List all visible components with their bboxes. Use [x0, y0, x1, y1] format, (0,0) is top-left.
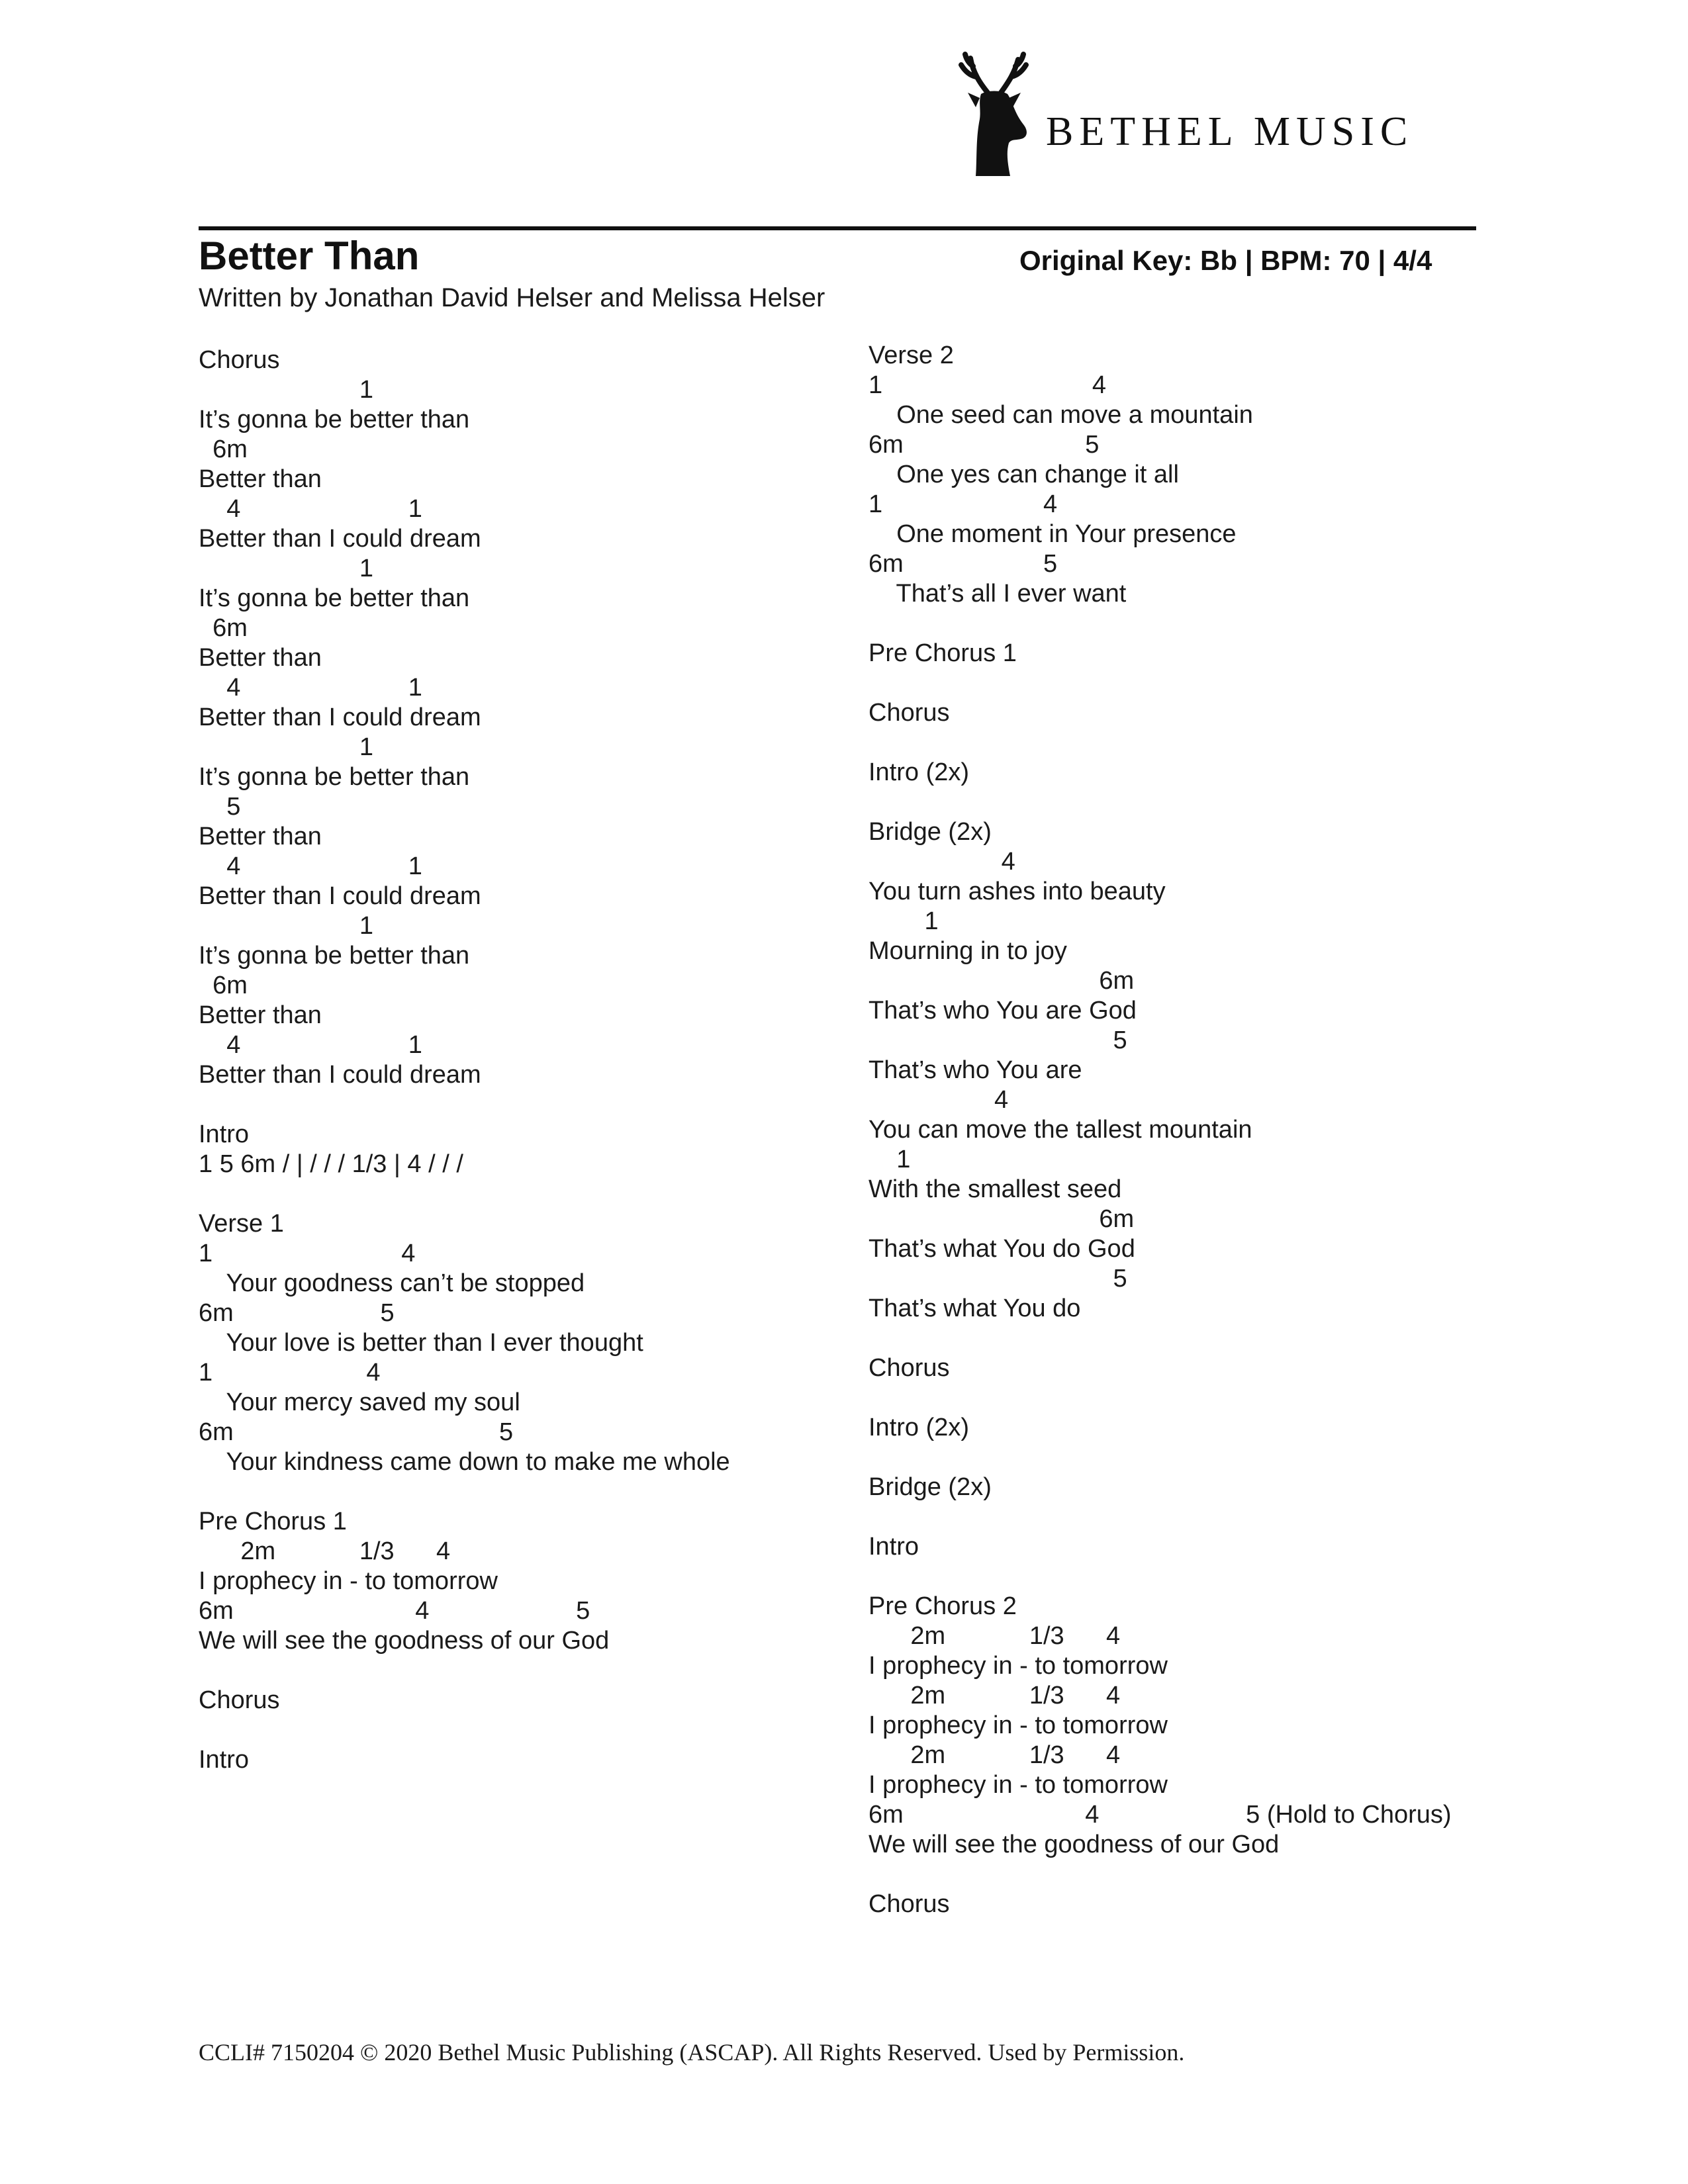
chart-line: That’s what You do God	[868, 1235, 1135, 1263]
chart-line: Mourning in to joy	[868, 937, 1067, 965]
chart-line: I prophecy in - to tomorrow	[868, 1711, 1168, 1739]
chart-line	[868, 728, 1452, 758]
chart-line: Better than	[199, 644, 322, 672]
chart-line	[868, 1502, 1452, 1532]
chart-line: I prophecy in - to tomorrow	[868, 1652, 1168, 1680]
chart-line: Intro (2x)	[868, 1414, 970, 1441]
chart-line: Better than	[199, 465, 322, 493]
chart-line: 1 4	[199, 1240, 416, 1267]
chart-line	[868, 1562, 1452, 1592]
chart-line: Chorus	[199, 1686, 280, 1714]
chart-line: 1 4	[868, 490, 1058, 518]
chart-line: 4 1	[199, 1031, 422, 1059]
chart-line	[868, 1383, 1452, 1413]
chart-line	[199, 1179, 730, 1209]
chart-line: Verse 1	[199, 1210, 284, 1238]
chart-line: That’s all I ever want	[868, 580, 1127, 608]
chart-line: Chorus	[868, 1890, 950, 1918]
chart-line: 5	[199, 793, 241, 821]
chart-line: One yes can change it all	[868, 461, 1179, 488]
chart-line: 6m	[868, 967, 1135, 995]
chart-line: Your goodness can’t be stopped	[199, 1269, 585, 1297]
chart-line: 1	[199, 733, 373, 761]
chart-line: That’s who You are God	[868, 997, 1137, 1024]
chart-line: Intro	[868, 1533, 919, 1561]
chart-line: 1	[199, 912, 373, 940]
song-title: Better Than	[199, 234, 420, 278]
chart-line: Chorus	[868, 699, 950, 727]
chart-line: 1	[199, 376, 373, 404]
chart-line: 2m 1/3 4	[868, 1682, 1121, 1709]
chart-line: That’s who You are	[868, 1056, 1082, 1084]
chart-line: Intro (2x)	[868, 758, 970, 786]
chart-line: Intro	[199, 1120, 250, 1148]
chart-line: Your kindness came down to make me whole	[199, 1448, 730, 1476]
chart-line: 1 4	[199, 1359, 381, 1387]
chart-line: 5	[868, 1265, 1127, 1293]
chart-line	[199, 1715, 730, 1745]
chart-line: It’s gonna be better than	[199, 584, 470, 612]
chart-line	[868, 668, 1452, 698]
deer-head-icon	[947, 46, 1039, 179]
chart-line: Chorus	[199, 346, 280, 374]
header-rule	[199, 226, 1476, 230]
chart-line: Better than	[199, 823, 322, 850]
chart-line: 1	[199, 555, 373, 582]
chart-line: It’s gonna be better than	[199, 763, 470, 791]
chart-line	[868, 1443, 1452, 1473]
chart-line: Bridge (2x)	[868, 818, 992, 846]
chart-line: 1 4	[868, 371, 1106, 399]
chart-line	[868, 788, 1452, 817]
song-key-info: Original Key: Bb | BPM: 70 | 4/4	[1019, 245, 1432, 276]
song-writers: Written by Jonathan David Helser and Melissa Helser	[199, 283, 825, 312]
chart-line: 6m 5	[868, 431, 1100, 459]
chart-line: Intro	[199, 1746, 250, 1774]
chart-line: One moment in Your presence	[868, 520, 1237, 548]
chart-line: 4 1	[199, 674, 422, 702]
chart-line: You turn ashes into beauty	[868, 878, 1166, 905]
chart-line: 2m 1/3 4	[868, 1622, 1121, 1650]
chart-line: Verse 2	[868, 341, 954, 369]
chart-line: Better than I could dream	[199, 525, 481, 553]
chart-line: 4 1	[199, 852, 422, 880]
chart-line: 1	[868, 1146, 911, 1173]
chart-line: 6m	[199, 435, 248, 463]
chart-line: 6m 5	[199, 1418, 514, 1446]
chart-line: You can move the tallest mountain	[868, 1116, 1252, 1144]
chart-line	[199, 1090, 730, 1120]
chart-line: 1 5 6m / | / / / 1/3 | 4 / / /	[199, 1150, 463, 1178]
chart-line: 2m 1/3 4	[199, 1537, 451, 1565]
chart-line	[199, 1656, 730, 1686]
chart-line: Bridge (2x)	[868, 1473, 992, 1501]
chart-line: It’s gonna be better than	[199, 406, 470, 433]
chart-line: We will see the goodness of our God	[199, 1627, 610, 1655]
chart-left-column	[199, 345, 730, 1775]
chart-line: 6m 5	[199, 1299, 395, 1327]
chart-line: I prophecy in - to tomorrow	[199, 1567, 498, 1595]
chart-line: Pre Chorus 2	[868, 1592, 1017, 1620]
chart-line: 4 1	[199, 495, 422, 523]
chart-line: 6m 4 5	[199, 1597, 590, 1625]
chart-line: 4	[868, 1086, 1009, 1114]
copyright-footer: CCLI# 7150204 © 2020 Bethel Music Publishing (ASCAP). All Rights Reserved. Used by Permission.	[199, 2039, 1185, 2066]
chart-line: Pre Chorus 1	[199, 1508, 347, 1535]
chart-line: It’s gonna be better than	[199, 942, 470, 970]
chart-line: Chorus	[868, 1354, 950, 1382]
chart-line: Better than I could dream	[199, 882, 481, 910]
chart-line: We will see the goodness of our God	[868, 1831, 1280, 1858]
chart-line: Your love is better than I ever thought	[199, 1329, 643, 1357]
chart-line	[199, 1477, 730, 1507]
chart-line	[868, 1324, 1452, 1353]
chart-line: With the smallest seed	[868, 1175, 1122, 1203]
chart-line: 1	[868, 907, 939, 935]
chart-line: 4	[868, 848, 1015, 876]
chart-line: 6m	[199, 972, 248, 999]
chart-line: 6m	[199, 614, 248, 642]
chart-line: 6m	[868, 1205, 1135, 1233]
chart-line: Better than I could dream	[199, 1061, 481, 1089]
chart-line: Pre Chorus 1	[868, 639, 1017, 667]
brand-name: BETHEL MUSIC	[1046, 109, 1414, 154]
chart-line: Your mercy saved my soul	[199, 1388, 520, 1416]
chart-right-column	[868, 341, 1452, 1919]
chart-line: 6m 5	[868, 550, 1058, 578]
brand-logo	[947, 46, 1476, 179]
chart-line: That’s what You do	[868, 1295, 1081, 1322]
chart-line: Better than I could dream	[199, 704, 481, 731]
chart-line: 5	[868, 1026, 1127, 1054]
chart-line: Better than	[199, 1001, 322, 1029]
chart-line	[868, 1860, 1452, 1889]
chart-line: 2m 1/3 4	[868, 1741, 1121, 1769]
chart-line: 6m 4 5 (Hold to Chorus)	[868, 1801, 1452, 1829]
chart-line: One seed can move a mountain	[868, 401, 1253, 429]
chart-line: I prophecy in - to tomorrow	[868, 1771, 1168, 1799]
chart-line	[868, 609, 1452, 639]
